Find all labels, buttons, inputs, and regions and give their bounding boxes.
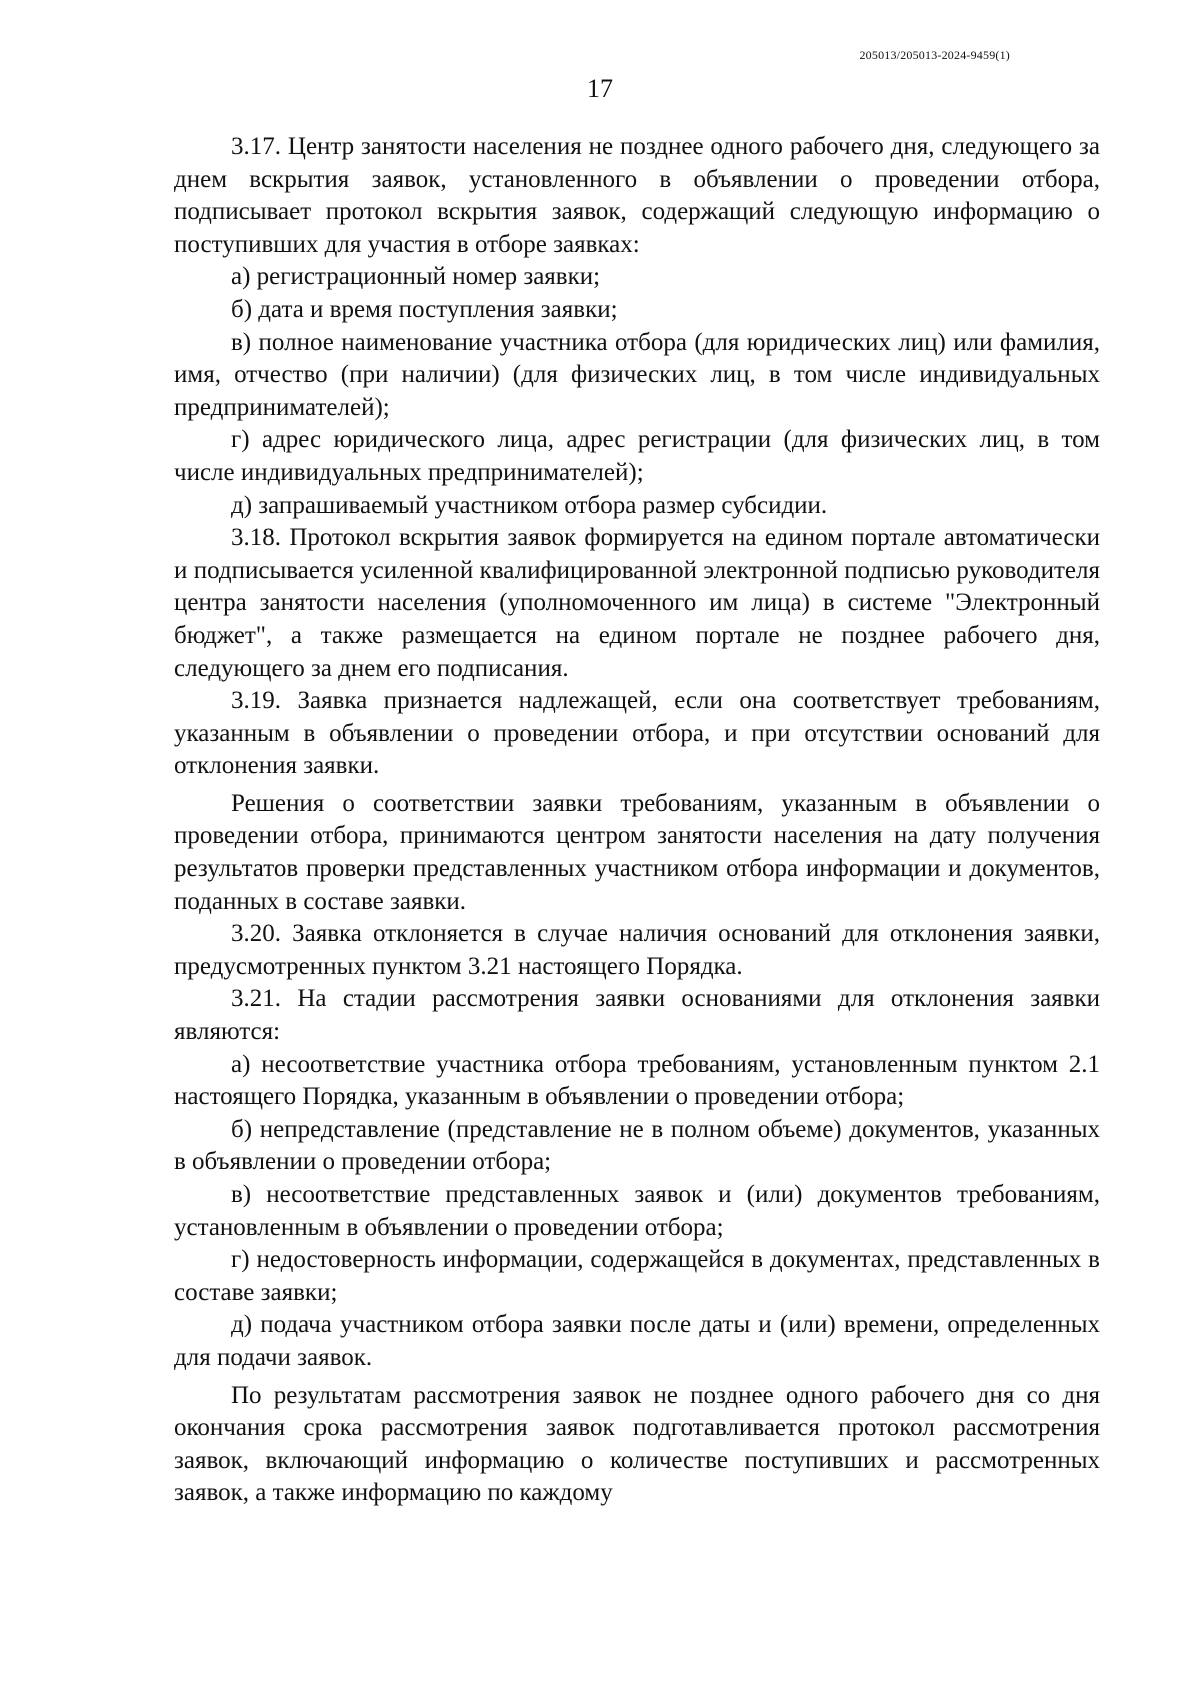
list-item-a: а) регистрационный номер заявки; <box>231 263 601 291</box>
paragraph-3-19: 3.19. Заявка признается надлежащей, если она соответствует требованиям, указанным в объявлении о проведении отбора, и при отсутствии оснований для отклонения заявки. <box>174 687 1100 780</box>
list-item-d: д) запрашиваемый участником отбора размер субсидии. <box>231 491 828 519</box>
document-id: 205013/205013-2024-9459(1) <box>859 48 1010 62</box>
page-number: 17 <box>587 74 613 103</box>
document-body <box>174 131 1100 1510</box>
paragraph-3-18: 3.18. Протокол вскрытия заявок формируется на едином портале автоматически и подписывается усиленной квалифицированной электронной подписью руководителя центра занятости населения (уполномоченного им лица) в системе "Электронный бюджет", а также размещается на едином портале не позднее рабочего дня, следующего за днем его подписания. <box>174 524 1100 682</box>
paragraph-3-21: 3.21. На стадии рассмотрения заявки основаниями для отклонения заявки являются: <box>174 985 1100 1046</box>
paragraph-decisions: Решения о соответствии заявки требованиям, указанным в объявлении о проведении отбора, принимаются центром занятости населения на дату получения результатов проверки представленных участником отбора информации и документов, поданных в составе заявки. <box>174 789 1100 915</box>
rejection-item-g: г) недостоверность информации, содержащейся в документах, представленных в составе заявки; <box>174 1246 1100 1306</box>
list-item-g: г) адрес юридического лица, адрес регистрации (для физических лиц, в том числе индивидуальных предпринимателей); <box>174 426 1100 486</box>
list-item-v: в) полное наименование участника отбора (для юридических лиц) или фамилия, имя, отчество (при наличии) (для физических лиц, в том числе индивидуальных предпринимателей); <box>174 328 1100 421</box>
paragraph-3-17: 3.17. Центр занятости населения не позднее одного рабочего дня, следующего за днем вскрытия заявок, установленного в объявлении о проведении отбора, подписывает протокол вскрытия заявок, содержащий следующую информацию о поступивших для участия в отборе заявках: <box>174 133 1100 258</box>
paragraph-3-20: 3.20. Заявка отклоняется в случае наличия оснований для отклонения заявки, предусмотренных пунктом 3.21 настоящего Порядка. <box>174 920 1100 980</box>
rejection-item-d: д) подача участником отбора заявки после даты и (или) времени, определенных для подачи заявок. <box>174 1311 1100 1371</box>
rejection-item-v: в) несоответствие представленных заявок и (или) документов требованиям, установленным в объявлении о проведении отбора; <box>174 1181 1100 1241</box>
list-item-b: б) дата и время поступления заявки; <box>231 295 618 323</box>
rejection-item-b: б) непредставление (представление не в полном объеме) документов, указанных в объявлении о проведении отбора; <box>174 1115 1100 1176</box>
paragraph-results: По результатам рассмотрения заявок не позднее одного рабочего дня со дня окончания срока рассмотрения заявок подготавливается протокол рассмотрения заявок, включающий информацию о количестве поступивших и рассмотренных заявок, а также информацию по каждому <box>174 1381 1100 1507</box>
rejection-item-a: а) несоответствие участника отбора требованиям, установленным пунктом 2.1 настоящего Порядка, указанным в объявлении о проведении отбора; <box>174 1050 1100 1111</box>
